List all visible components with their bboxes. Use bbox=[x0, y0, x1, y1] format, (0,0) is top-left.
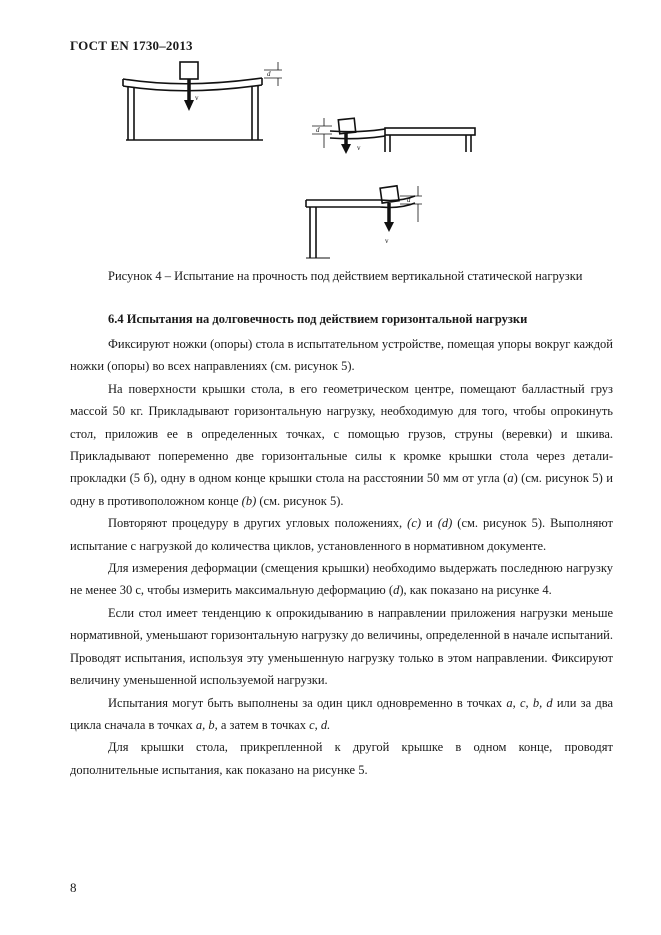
body-text bbox=[70, 333, 613, 781]
figure-caption: Рисунок 4 – Испытание на прочность под действием вертикальной статической нагрузки bbox=[108, 269, 583, 283]
table-edge-load-drawing-left bbox=[306, 186, 422, 258]
p6-text-2: или за два цикла сначала в точках bbox=[70, 695, 613, 732]
paragraph-3 bbox=[70, 512, 613, 557]
p3-text-1: Повторяют процедуру в других угловых положениях, bbox=[108, 516, 408, 531]
page-number: 8 bbox=[70, 880, 77, 895]
label-v-1: v bbox=[195, 94, 199, 102]
p6-text-3: а затем в точках bbox=[217, 717, 310, 732]
figure-4-diagram bbox=[0, 0, 661, 265]
p6-points-cd: c, d. bbox=[309, 717, 331, 732]
p3-text-3: (см. рисунок 5). Выполняют испытание с нагрузкой до количества циклов, установленного в нормативном документе. bbox=[70, 516, 613, 553]
p4-text-2: ), как показано на рисунке 4. bbox=[399, 583, 552, 598]
label-d-3: d bbox=[407, 196, 411, 204]
paragraph-2 bbox=[70, 378, 613, 512]
p3-text-2: и bbox=[421, 516, 438, 531]
table-center-load-drawing bbox=[123, 62, 282, 140]
p2-text-2: ) (см. рисунок 5) и одну в противоположном конце bbox=[70, 471, 613, 508]
document-header: ГОСТ EN 1730–2013 bbox=[70, 38, 193, 53]
p6-text-1: Испытания могут быть выполнены за один цикл одновременно в точках bbox=[108, 695, 507, 710]
label-d-1: d bbox=[267, 70, 271, 78]
p2-text-3: (см. рисунок 5). bbox=[256, 493, 344, 508]
p4-text-1: Для измерения деформации (смещения крышки) необходимо выдержать последнюю нагрузку не менее 30 с, чтобы измерить максимальную деформацию ( bbox=[70, 561, 613, 598]
paragraph-1: Фиксируют ножки (опоры) стола в испытательном устройстве, помещая упоры вокруг каждой ножки (опоры) во всех направлениях (см. рисунок 5). bbox=[70, 337, 613, 374]
section-heading: 6.4 Испытания на долговечность под действием горизонтальной нагрузки bbox=[108, 312, 528, 326]
p6-points-abcd: a, c, b, d bbox=[506, 695, 553, 710]
p3-ref-d: (d) bbox=[437, 516, 453, 531]
p2-text-1: На поверхности крышки стола, в его геометрическом центре, помещают балластный груз массой 50 кг. Прикладывают горизонтальную нагрузку, необходимую для того, чтобы опрокинуть стол, приложив ее в определенных точках, с помощью грузов, струны (веревки) и шкива. Прикладывают попеременно две горизонтальные силы к кромке крышки стола через детали-прокладки (5 б), одну в одном конце крышки стола на расстоянии 50 мм от угла ( bbox=[70, 381, 613, 486]
label-v-2: v bbox=[357, 144, 361, 152]
paragraph-6 bbox=[70, 692, 613, 737]
label-d-2: d bbox=[316, 126, 320, 134]
p2-ref-a: a bbox=[507, 471, 514, 486]
p3-ref-c: (c) bbox=[407, 516, 422, 531]
paragraph-5: Если стол имеет тенденцию к опрокидыванию в направлении приложения нагрузки меньше нормативной, уменьшают горизонтальную нагрузку до величины, определенной в начале испытаний. Проводят испытания, используя эту уменьшенную нагрузку только в этом направлении. Фиксируют величину уменьшенной используемой нагрузки. bbox=[70, 605, 613, 688]
label-v-3: v bbox=[385, 237, 389, 245]
table-edge-load-drawing-right bbox=[312, 118, 475, 154]
p6-points-ab: a, b, bbox=[195, 717, 218, 732]
p4-ref-d: d bbox=[393, 583, 400, 598]
paragraph-7: Для крышки стола, прикрепленной к другой крышке в одном конце, проводят дополнительные испытания, как показано на рисунке 5. bbox=[70, 740, 613, 777]
paragraph-4 bbox=[70, 557, 613, 602]
p2-ref-b: (b) bbox=[241, 493, 257, 508]
